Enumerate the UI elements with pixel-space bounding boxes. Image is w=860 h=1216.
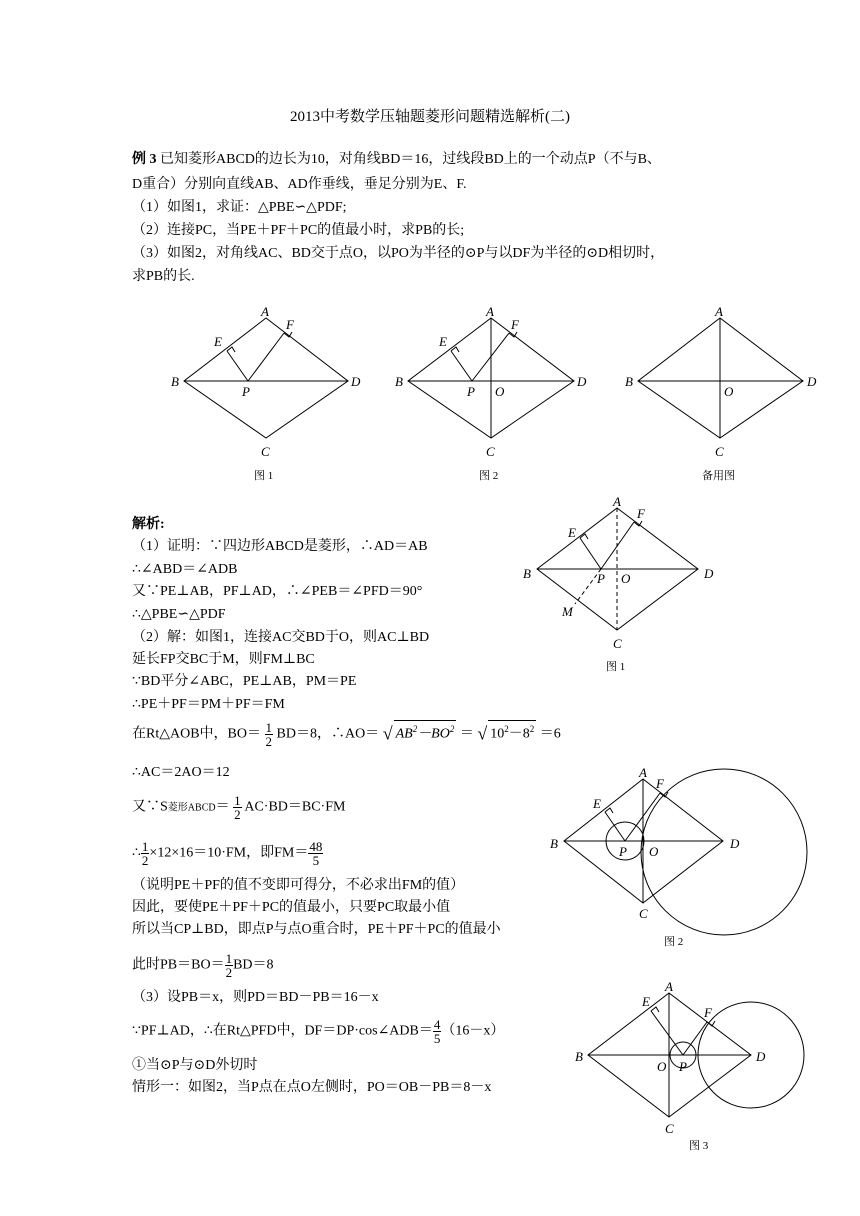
top-backup-figure [638, 318, 803, 438]
solution-line: ∴∠ABD＝∠ADB [132, 562, 238, 577]
text: AC·BD＝BC·FM [244, 799, 346, 815]
solution-line: （1）证明：∵四边形ABCD是菱形，∴AD＝AB [132, 539, 428, 554]
solution-line-ao [132, 720, 561, 748]
solution-line: 延长FP交BC于M，则FM⊥BC [132, 652, 315, 667]
subscript: 菱形ABCD [167, 802, 216, 814]
label-E: E [214, 334, 222, 349]
caption-top-fig2: 图 2 [479, 470, 499, 482]
text: 又∵S [132, 799, 168, 815]
solution-line: （2）解：如图1，连接AC交BD于O，则AC⊥BD [132, 630, 430, 645]
label-P: P [679, 1059, 687, 1074]
solution-line: 因此，要使PE＋PF＋PC的值最小，只要PC取最小值 [132, 900, 451, 915]
solution-line-df [132, 1018, 504, 1045]
label-A: A [665, 979, 673, 994]
label-C: C [665, 1121, 674, 1136]
text: ∴ [132, 845, 141, 861]
problem-part-1: （1）如图1，求证：△PBE∽△PDF; [132, 200, 347, 215]
example-label: 例 3 [132, 152, 157, 167]
label-O: O [649, 844, 659, 859]
problem-line-6: 求PB的长. [132, 269, 195, 284]
radical-2: $10^2-8^2$ [488, 720, 536, 743]
label-O: O [657, 1059, 667, 1074]
solution-line: ∴PE＋PF＝PM＋PF＝FM [132, 697, 285, 712]
problem-part-2: （2）连接PC，当PE＋PF＋PC的值最小时，求PB的长; [132, 223, 465, 238]
label-D: D [704, 566, 714, 581]
label-A: A [639, 765, 647, 780]
label-D: D [577, 374, 587, 389]
problem-line-2: D重合）分别向直线AB、AD作垂线，垂足分别为E、F. [132, 177, 467, 192]
label-M: M [562, 604, 573, 619]
top-figure-1 [184, 318, 348, 438]
text: BD＝8 [233, 957, 274, 973]
text: ＝ [215, 799, 230, 815]
problem-part-3: （3）如图2，对角线AC、BD交于点O，以PO为半径的⊙P与以DF为半径的⊙D相切时， [132, 246, 665, 261]
solution-line: 又∵PE⊥AB，PF⊥AD，∴∠PEB＝∠PFD＝90° [132, 584, 423, 599]
text: 此时PB＝BO＝ [132, 957, 225, 973]
text: ∵PF⊥AD，∴在Rt△PFD中，DF＝DP·cos∠ADB＝ [132, 1023, 433, 1039]
label-C: C [715, 444, 724, 459]
label-B: B [171, 374, 179, 389]
label-B: B [395, 374, 403, 389]
label-D: D [756, 1049, 766, 1064]
text: ×12×16＝10·FM，即FM＝ [149, 845, 309, 861]
solution-line: 情形一：如图2，当P点在点O左侧时，PO＝OB－PB＝8－x [132, 1080, 492, 1095]
solution-line: ∴△PBE∽△PDF [132, 607, 226, 622]
solution-line: 所以当CP⊥BD，即点P与点O重合时，PE＋PF＋PC的值最小 [132, 922, 501, 937]
label-P: P [242, 384, 250, 399]
label-F: F [286, 317, 294, 332]
fraction-4-5: $\frac{4}{5}$ [433, 1017, 441, 1046]
fraction-half: $\frac{1}{2}$ [234, 793, 241, 822]
solution-heading: 解析: [132, 517, 165, 532]
solution-line: ∴AC＝2AO＝12 [132, 765, 230, 780]
label-E: E [439, 334, 447, 349]
caption-side-fig3: 图 3 [689, 1140, 709, 1152]
label-B: B [575, 1049, 583, 1064]
solution-line: ∵BD平分∠ABC，PE⊥AB，PM＝PE [132, 674, 357, 689]
solution-line: （3）设PB＝x，则PD＝BD－PB＝16－x [132, 990, 379, 1005]
caption-top-fig1: 图 1 [254, 470, 274, 482]
label-D: D [730, 836, 740, 851]
label-A: A [486, 304, 494, 319]
text: ＝ [459, 726, 474, 742]
label-A: A [261, 304, 269, 319]
label-D: D [351, 374, 361, 389]
text: 在Rt△AOB中，BO＝ [132, 726, 262, 742]
label-C: C [639, 906, 648, 921]
caption-side-fig2: 图 2 [664, 936, 684, 948]
label-E: E [593, 796, 601, 811]
label-A: A [613, 494, 621, 509]
label-D: D [807, 374, 817, 389]
text: （16－x） [441, 1023, 505, 1039]
sqrt-sign: √ [477, 723, 488, 744]
label-B: B [625, 374, 633, 389]
label-C: C [613, 636, 622, 651]
label-E: E [568, 525, 576, 540]
label-F: F [704, 1005, 712, 1020]
label-F: F [511, 317, 519, 332]
fraction-half: $\frac{1}{2}$ [141, 839, 149, 868]
label-O: O [724, 384, 734, 399]
label-F: F [656, 776, 664, 791]
label-C: C [486, 444, 495, 459]
label-E: E [642, 994, 650, 1009]
solution-line-fm [132, 840, 323, 867]
solution-line-area [132, 794, 345, 821]
text: ＝6 [539, 726, 561, 742]
label-P: P [467, 384, 475, 399]
label-P: P [619, 844, 627, 859]
solution-line: ①当⊙P与⊙D外切时 [132, 1058, 258, 1073]
label-P: P [597, 571, 605, 586]
caption-top-backup: 备用图 [702, 470, 735, 482]
top-figure-2 [408, 318, 574, 438]
label-C: C [261, 444, 270, 459]
label-F: F [637, 506, 645, 521]
label-O: O [495, 384, 505, 399]
label-B: B [550, 836, 558, 851]
side-figure-2 [564, 769, 807, 935]
side-figure-3 [588, 993, 804, 1117]
sqrt-sign: √ [382, 723, 393, 744]
page-title: 2013中考数学压轴题菱形问题精选解析(二) [290, 109, 570, 125]
label-B: B [523, 566, 531, 581]
solution-line: （说明PE＋PF的值不变即可得分，不必求出FM的值） [132, 878, 465, 893]
text: BD＝8，∴AO＝ [276, 726, 380, 742]
label-A: A [715, 304, 723, 319]
caption-side-fig1: 图 1 [606, 661, 626, 673]
radical-1: $AB^2-BO^2$ [394, 720, 457, 743]
problem-text: 已知菱形ABCD的边长为10，对角线BD＝16，过线段BD上的一个动点P（不与B、 [160, 152, 661, 167]
solution-line-pb [132, 952, 274, 979]
fraction-half: $\frac{1}{2}$ [225, 951, 233, 980]
fraction-48-5: $\frac{48}{5}$ [309, 839, 323, 868]
fraction-half: $\frac{1}{2}$ [265, 719, 273, 749]
label-O: O [621, 571, 631, 586]
